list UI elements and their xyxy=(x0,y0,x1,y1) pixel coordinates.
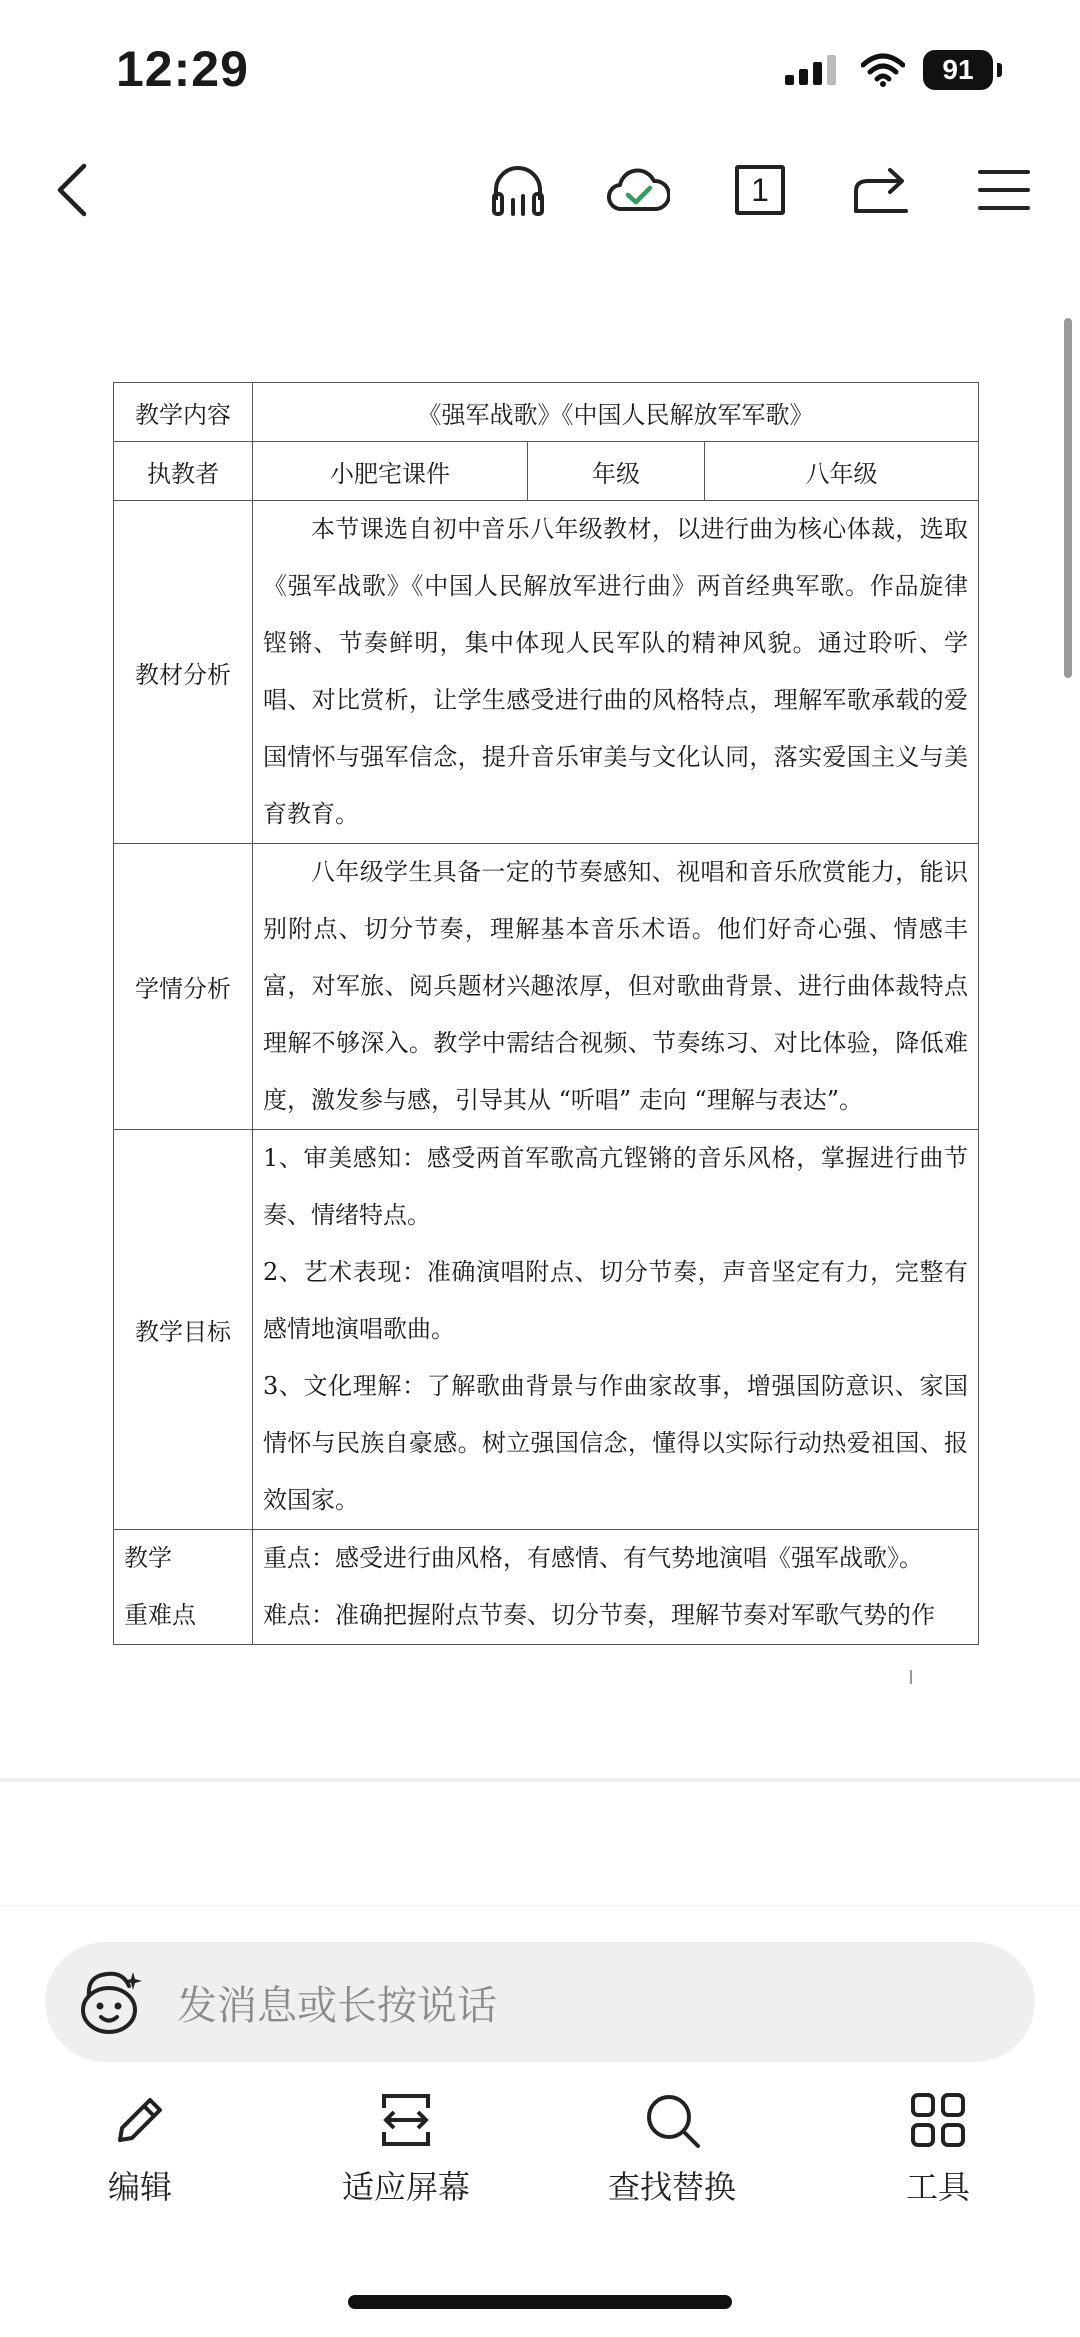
table-row xyxy=(114,1530,979,1645)
grid-tools-icon xyxy=(908,2090,968,2150)
goal-performance: 2、艺术表现：准确演唱附点、切分节奏，声音坚定有力，完整有感情地演唱歌曲。 xyxy=(263,1258,968,1343)
menu-button[interactable] xyxy=(964,150,1044,230)
status-time: 12:29 xyxy=(116,41,249,97)
tab-edit[interactable] xyxy=(40,2090,240,2208)
key-point-text: 重点：感受进行曲风格，有感情、有气势地演唱《强军战歌》。 xyxy=(263,1544,923,1572)
battery-indicator: 91 xyxy=(923,50,993,90)
page-count-box xyxy=(735,165,785,215)
tab-fit-screen[interactable] xyxy=(306,2090,506,2208)
ai-assistant-icon[interactable] xyxy=(71,1962,151,2042)
tab-tools-label: 工具 xyxy=(905,2168,970,2206)
back-button[interactable] xyxy=(32,150,112,230)
listen-button[interactable] xyxy=(478,150,558,230)
cloud-synced-icon xyxy=(606,165,670,215)
student-analysis-text: 八年级学生具备一定的节奏感知、视唱和音乐欣赏能力，能识别附点、切分节奏，理解基本音乐术语。他们好奇心强、情感丰富，对军旅、阅兵题材兴趣浓厚，但对歌曲背景、进行曲体裁特点理解不够深入。教学中需结合视频、节奏练习、对比体验，降低难度，激发参与感，引导其从 “听唱” 走向 “理解与表达”。 xyxy=(263,858,968,1114)
cloud-sync-button[interactable] xyxy=(598,150,678,230)
content-value: 《强军战歌》《中国人民解放军军歌》 xyxy=(253,383,979,442)
tab-tools[interactable] xyxy=(838,2090,1038,2208)
teacher-value: 小肥宅课件 xyxy=(253,442,528,501)
material-analysis-cell xyxy=(253,501,979,844)
teacher-label: 执教者 xyxy=(114,442,253,501)
home-indicator[interactable] xyxy=(348,2295,732,2309)
pencil-icon xyxy=(110,2090,170,2150)
menu-icon xyxy=(978,168,1030,212)
message-placeholder: 发消息或长按说话 xyxy=(177,1982,497,2029)
material-analysis-label: 教材分析 xyxy=(114,501,253,844)
content-label: 教学内容 xyxy=(114,383,253,442)
share-icon xyxy=(852,165,912,215)
page-count: 1 xyxy=(751,171,769,208)
chevron-left-icon xyxy=(52,160,92,220)
search-icon xyxy=(642,2090,702,2150)
student-analysis-cell xyxy=(253,844,979,1130)
teaching-goals-cell xyxy=(253,1130,979,1530)
grade-value: 八年级 xyxy=(705,442,979,501)
input-divider xyxy=(0,1905,1080,1906)
table-row xyxy=(114,1130,979,1530)
tab-edit-label: 编辑 xyxy=(107,2168,172,2206)
difficulty-text: 难点：准确把握附点节奏、切分节奏，理解节奏对军歌气势的作 xyxy=(263,1601,935,1629)
key-difficulty-label-line2: 重难点 xyxy=(124,1601,196,1629)
goal-culture: 3、文化理解：了解歌曲背景与作曲家故事，增强国防意识、家国情怀与民族自豪感。树立强国信念，懂得以实际行动热爱祖国、报效国家。 xyxy=(263,1372,968,1514)
wifi-icon xyxy=(861,53,905,87)
battery-tip xyxy=(997,63,1002,77)
key-difficulty-cell xyxy=(253,1530,979,1645)
share-button[interactable] xyxy=(842,150,922,230)
document-scrollbar[interactable] xyxy=(1064,318,1072,678)
lesson-plan-table xyxy=(113,382,979,1645)
page-divider xyxy=(0,1778,1080,1782)
top-toolbar xyxy=(0,150,1080,230)
status-icons xyxy=(783,50,1002,90)
teaching-goals-label: 教学目标 xyxy=(114,1130,253,1530)
grade-label: 年级 xyxy=(528,442,705,501)
tab-fit-screen-label: 适应屏幕 xyxy=(341,2168,470,2206)
table-row xyxy=(114,501,979,844)
tab-find-replace-label: 查找替换 xyxy=(607,2168,736,2206)
bottom-toolbar xyxy=(0,2090,1080,2220)
headphones-icon xyxy=(488,160,548,220)
tab-find-replace[interactable] xyxy=(572,2090,772,2208)
page-cursor-mark xyxy=(910,1670,912,1684)
table-row xyxy=(114,442,979,501)
key-difficulty-label xyxy=(114,1530,253,1645)
message-input[interactable] xyxy=(45,1942,1035,2062)
student-analysis-label: 学情分析 xyxy=(114,844,253,1130)
material-analysis-text: 本节课选自初中音乐八年级教材，以进行曲为核心体裁，选取《强军战歌》《中国人民解放军进行曲》两首经典军歌。作品旋律铿锵、节奏鲜明，集中体现人民军队的精神风貌。通过聆听、学唱、对比赏析，让学生感受进行曲的风格特点，理解军歌承载的爱国情怀与强军信念，提升音乐审美与文化认同，落实爱国主义与美育教育。 xyxy=(263,515,968,828)
table-row xyxy=(114,844,979,1130)
cellular-signal-icon xyxy=(783,53,843,87)
table-row xyxy=(114,383,979,442)
goal-aesthetic: 1、审美感知：感受两首军歌高亢铿锵的音乐风格，掌握进行曲节奏、情绪特点。 xyxy=(263,1144,968,1229)
key-difficulty-label-line1: 教学 xyxy=(124,1544,172,1572)
page-count-button[interactable] xyxy=(720,150,800,230)
fit-screen-icon xyxy=(376,2090,436,2150)
